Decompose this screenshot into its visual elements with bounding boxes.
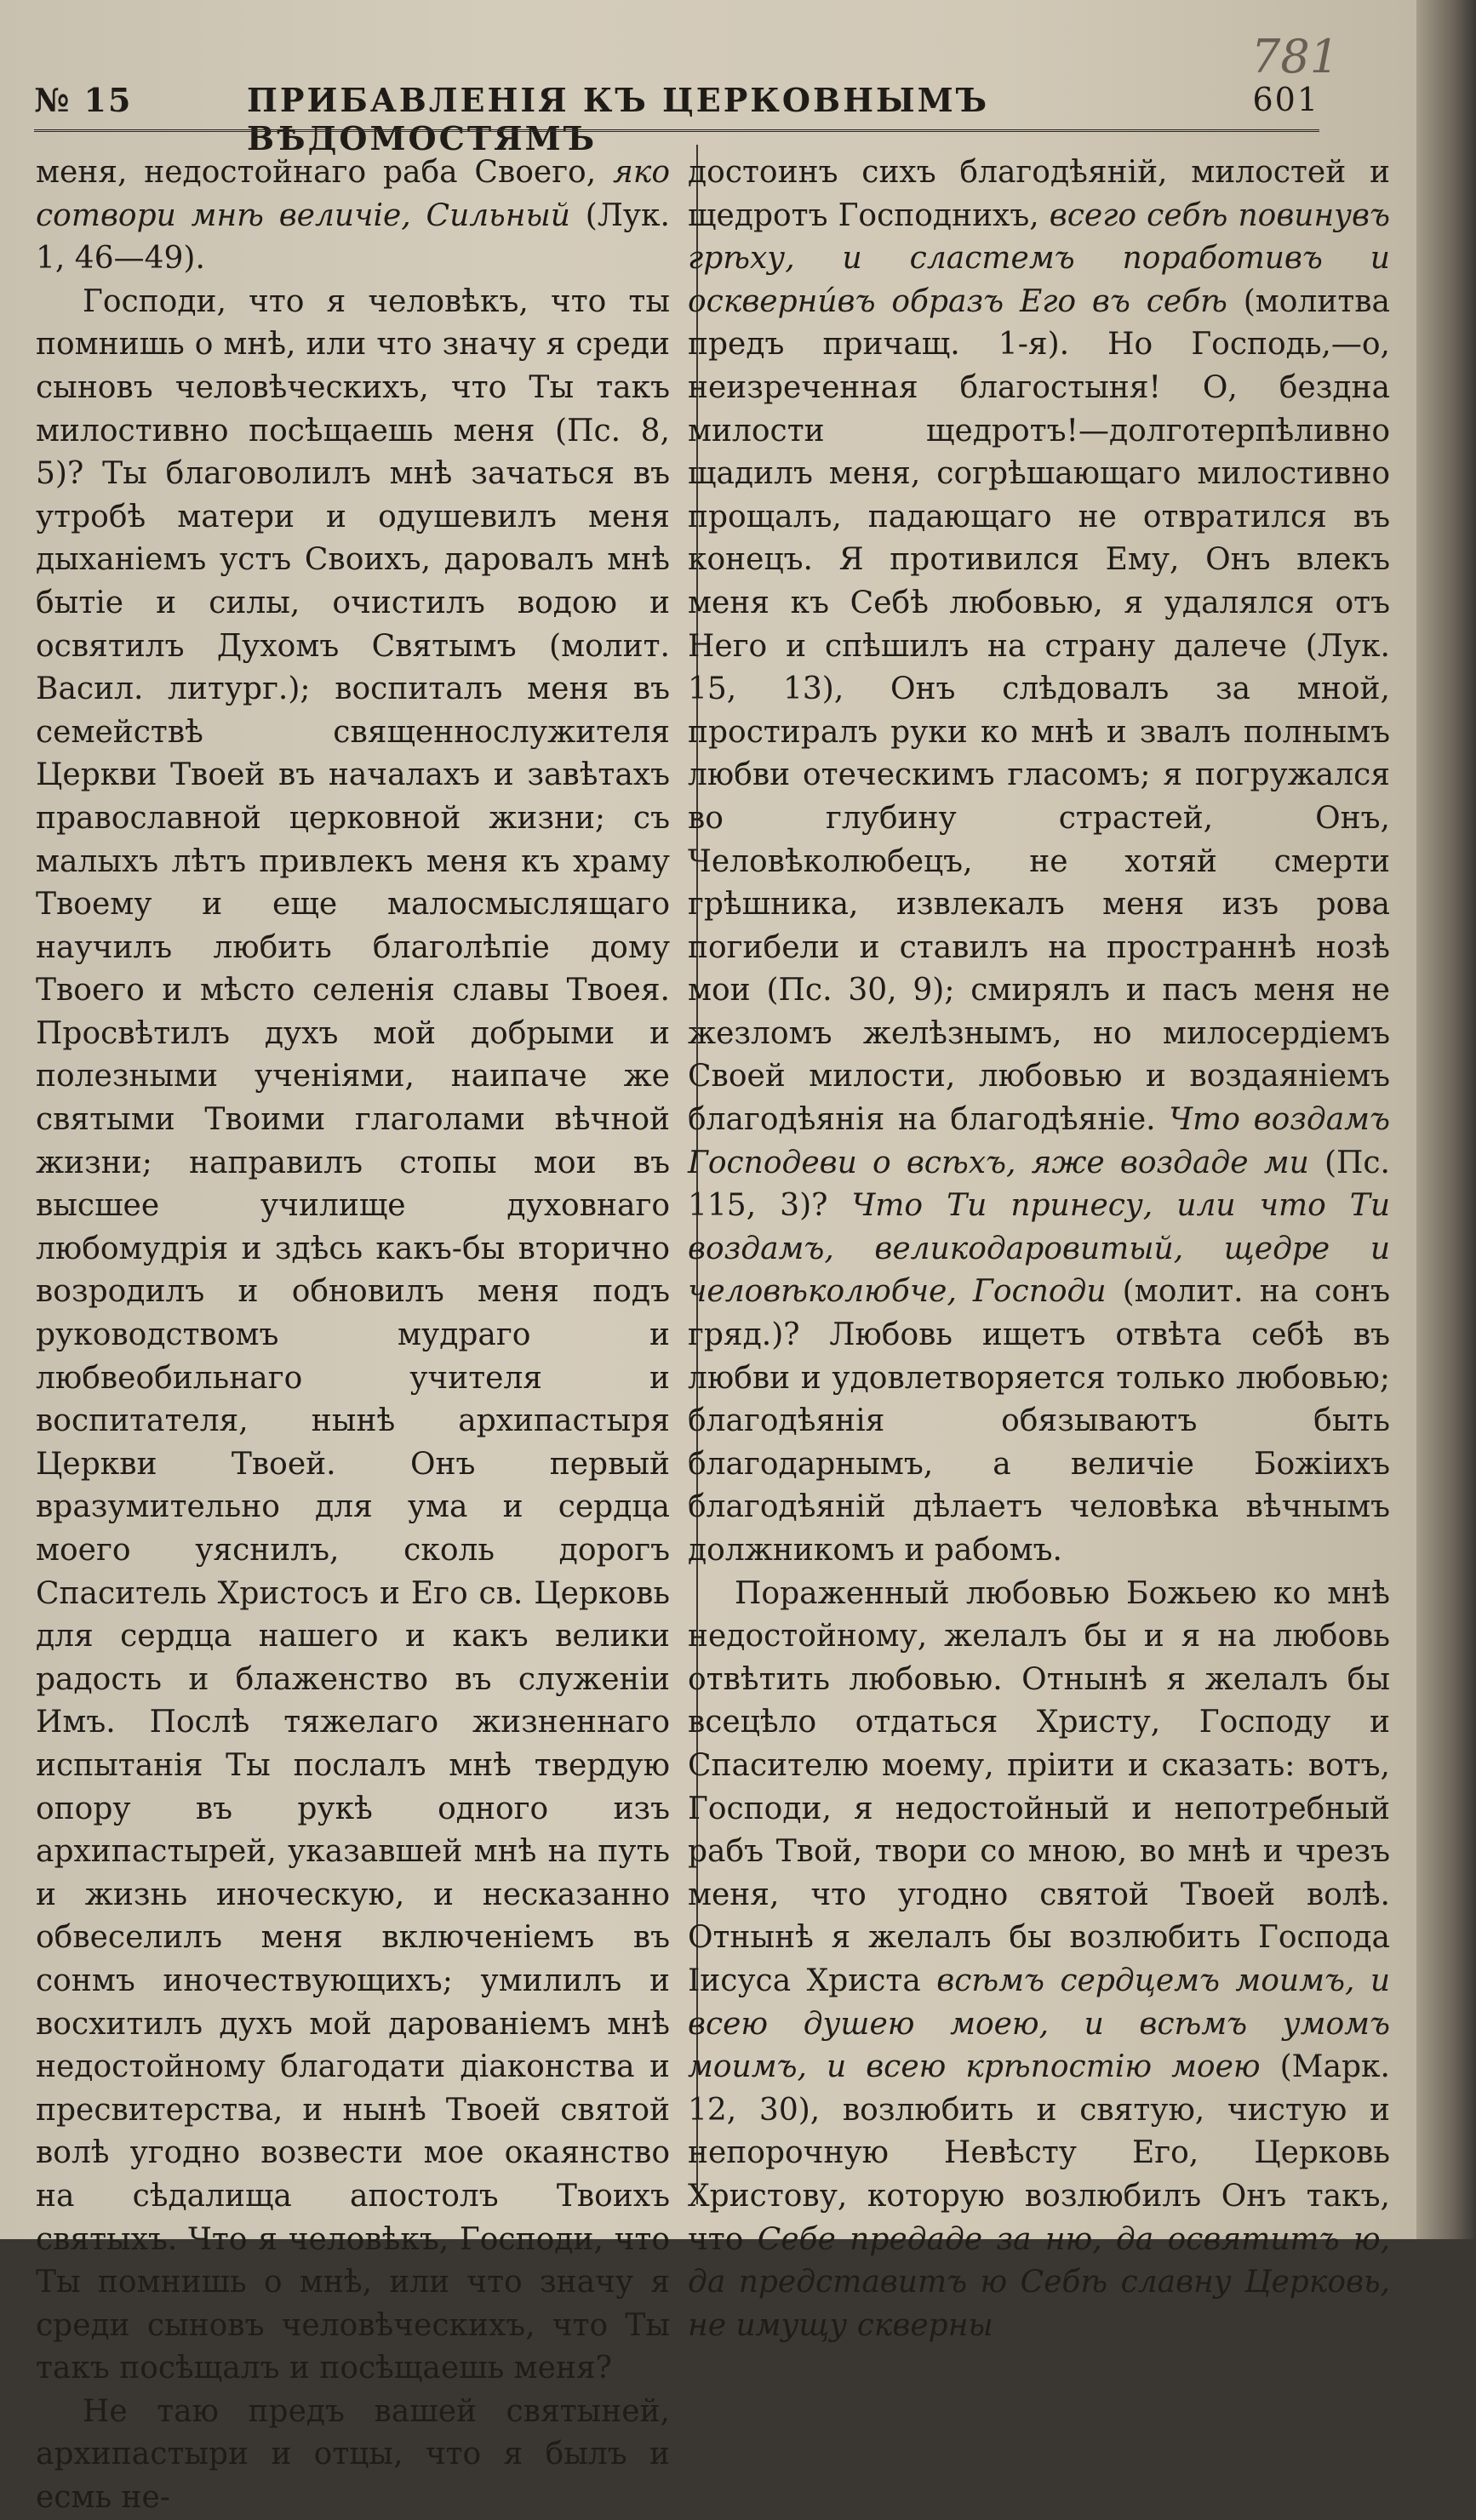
journal-title: ПРИБАВЛЕНІЯ КЪ ЦЕРКОВНЫМЪ ВѢДОМОСТЯМЪ — [247, 81, 990, 157]
left-paragraph-2: Господи, что я человѣкъ, что ты помнишь о мнѣ, или что значу я среди сыновъ человѣческихъ, что Ты такъ милостивно посѣщаешь меня (Пс. 8, 5)? Ты благоволилъ мнѣ зачаться въ утробѣ матери и одушевилъ меня дыханіемъ устъ Своихъ, даровалъ мнѣ бытіе и силы, очистилъ водою и освятилъ Духомъ Святымъ (молит. Васил. литург.); воспиталъ меня въ семействѣ священнослужителя Церкви Твоей въ началахъ и завѣтахъ православной церковной жизни; съ малыхъ лѣтъ привлекъ меня къ храму Твоему и еще малосмыслящаго научилъ любить благолѣпіе дому Твоего и мѣсто селенія славы Твоея. Просвѣтилъ духъ мой добрыми и полезными ученіями, наипаче же святыми Твоими глаголами вѣчной жизни; направилъ стопы мои въ высшее училище духовнаго любомудрія и здѣсь какъ-бы вторично возродилъ и обновилъ меня подъ руководствомъ мудраго и любвеобильнаго учителя и воспитателя, нынѣ архипастыря Церкви Твоей. Онъ первый вразумительно для ума и сердца моего уяснилъ, сколь дорогъ Спаситель Христосъ и Его св. Церковь для сердца нашего и какъ велики радость и блаженство въ служеніи Имъ. Послѣ тяжелаго жизненнаго испытанія Ты послалъ мнѣ твердую опору въ рукѣ одного изъ архипастырей, указавшей мнѣ на путь и жизнь иноческую, и несказанно обвеселилъ меня включеніемъ въ сонмъ иночествующихъ; умилилъ и восхитилъ духъ мой дарованіемъ мнѣ недостойному благодати діаконства и пресвитерства, и нынѣ Твоей святой волѣ угодно возвести мое окаянство на сѣдалища апостолъ Твоихъ святыхъ. Что я человѣкъ, Господи, что Ты помнишь о мнѣ, или что значу я среди сыновъ человѣческихъ, что Ты такъ посѣщалъ и посѣщаешь меня? — [36, 283, 670, 2386]
left-paragraph-1: меня, недостойнаго раба Своего, яко сотвори мнѣ величіе, Сильный (Лук. 1, 46—49). — [36, 155, 670, 277]
right-column — [688, 151, 1390, 2347]
right-paragraph-1: достоинъ сихъ благодѣяній, милостей и щедротъ Господнихъ, всего себѣ повинувъ грѣху, и сластемъ поработивъ и оскверни́въ образъ Его въ себѣ (молитва предъ причащ. 1-я). Но Господь,—о, неизреченная благостыня! О, бездна милости щедротъ!—долготерпѣливно щадилъ меня, согрѣшающаго милостивно прощалъ, падающаго не отвратился въ конецъ. Я противился Ему, Онъ влекъ меня къ Себѣ любовью, я удалялся отъ Него и спѣшилъ на страну далече (Лук. 15, 13), Онъ слѣдовалъ за мной, простиралъ руки ко мнѣ и звалъ полнымъ любви отеческимъ гласомъ; я погружался во глубину страстей, Онъ, Человѣколюбецъ, не хотяй смерти грѣшника, извлекалъ меня изъ рова погибели и ставилъ на пространнѣ нозѣ мои (Пс. 30, 9); смирялъ и пасъ меня не жезломъ желѣзнымъ, но милосердіемъ Своей милости, любовью и воздаяніемъ благодѣянія на благодѣяніе. Что воздамъ Господеви о всѣхъ, яже воздаде ми (Пс. 115, 3)? Что Ти принесу, или что Ти воздамъ, великодаровитый, щедре и человѣколюбче, Господи (молит. на сонъ гряд.)? Любовь ищетъ отвѣта себѣ въ любви и удовлетворяется только любовью; благодѣянія обязываютъ быть благодарнымъ, а величіе Божіихъ благодѣяній дѣлаетъ человѣка вѣчнымъ должникомъ и рабомъ. — [688, 155, 1391, 1568]
header-rule — [34, 129, 1319, 132]
handwritten-number: 781 — [1251, 30, 1340, 83]
left-paragraph-3: Не таю предъ вашей святыней, архипастыри и отцы, что я былъ и есмь не- — [36, 2393, 670, 2516]
right-paragraph-2: Пораженный любовью Божьею ко мнѣ недостойному, желалъ бы и я на любовь отвѣтить любовью. Отнынѣ я желалъ бы всецѣло отдаться Христу, Господу и Спасителю моему, пріити и сказать: вотъ, Господи, я недостойный и непотребный рабъ Твой, твори со мною, во мнѣ и чрезъ меня, что угодно святой Твоей волѣ. Отнынѣ я желалъ бы возлюбить Господа Іисуса Христа всѣмъ сердцемъ моимъ, и всею душею моею, и всѣмъ умомъ моимъ, и всею крѣпостію моею (Марк. 12, 30), возлюбить и святую, чистую и непорочную Невѣсту Его, Церковь Христову, которую возлюбилъ Онъ такъ, что Себе предаде за ню, да освятитъ ю, да представитъ ю Себѣ славну Церковь, не имущу скверны — [688, 1575, 1391, 2343]
left-column — [36, 151, 670, 2520]
book-edge — [1416, 0, 1476, 2239]
page-number: 601 — [1252, 81, 1319, 118]
issue-number: № 15 — [34, 81, 133, 119]
running-header — [34, 81, 1319, 157]
